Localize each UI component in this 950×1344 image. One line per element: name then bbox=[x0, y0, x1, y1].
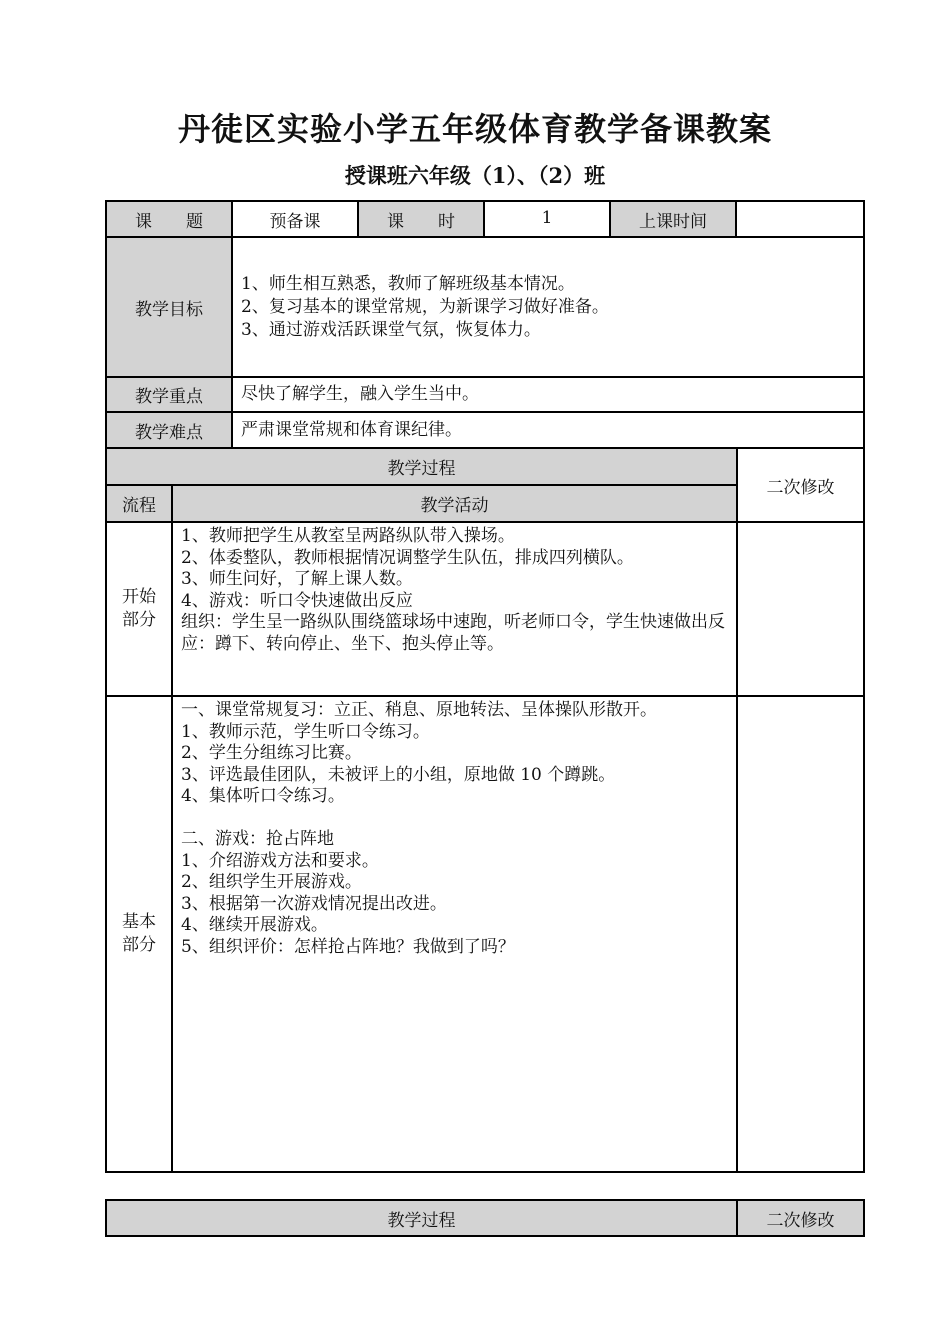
process-header: 教学过程 bbox=[106, 448, 737, 485]
objectives-label: 教学目标 bbox=[106, 237, 232, 377]
activity-line: 组织：学生呈一路纵队围绕篮球场中速跑，听老师口令，学生快速做出反应：蹲下、转向停止、坐下、抱头停止等。 bbox=[181, 612, 725, 654]
objective-item: 2、复习基本的课堂常规，为新课学习做好准备。 bbox=[241, 296, 609, 317]
process-header-continued: 教学过程 bbox=[106, 1200, 737, 1236]
key-point-label: 教学重点 bbox=[106, 377, 232, 412]
topic-label: 课 题 bbox=[106, 201, 232, 237]
revision-header: 二次修改 bbox=[737, 448, 864, 522]
section-revision-start bbox=[737, 522, 864, 696]
class-time-value bbox=[736, 201, 864, 237]
key-point-value: 尽快了解学生，融入学生当中。 bbox=[232, 377, 864, 412]
activity-line: 4、集体听口令练习。 bbox=[181, 786, 345, 806]
section-revision-basic bbox=[737, 696, 864, 1172]
activity-line: 2、组织学生开展游戏。 bbox=[181, 872, 362, 892]
flow-header: 流程 bbox=[106, 485, 172, 522]
activity-line: 2、学生分组练习比赛。 bbox=[181, 743, 362, 763]
activity-line: 2、体委整队，教师根据情况调整学生队伍，排成四列横队。 bbox=[181, 547, 634, 568]
topic-value: 预备课 bbox=[232, 201, 358, 237]
activity-line: 3、师生问好，了解上课人数。 bbox=[181, 569, 413, 589]
section-name-start: 开始 部分 bbox=[106, 522, 172, 696]
lesson-info-table bbox=[105, 200, 865, 449]
activity-line: 1、教师示范，学生听口令练习。 bbox=[181, 721, 430, 742]
revision-header-continued: 二次修改 bbox=[737, 1200, 864, 1236]
section-content-start bbox=[172, 522, 737, 696]
section-name-basic: 基本 部分 bbox=[106, 696, 172, 1172]
difficulty-label: 教学难点 bbox=[106, 412, 232, 448]
class-time-label: 上课时间 bbox=[610, 201, 736, 237]
period-value: 1 bbox=[484, 201, 610, 237]
page-title: 丹徒区实验小学五年级体育教学备课教案 bbox=[177, 110, 772, 148]
activity-line: 二、游戏：抢占阵地 bbox=[181, 829, 334, 849]
activity-header: 教学活动 bbox=[172, 485, 737, 522]
activity-line: 5、组织评价：怎样抢占阵地？我做到了吗？ bbox=[181, 936, 515, 957]
activity-line: 1、介绍游戏方法和要求。 bbox=[181, 850, 379, 871]
objective-item: 1、师生相互熟悉，教师了解班级基本情况。 bbox=[241, 273, 575, 294]
activity-line: 4、继续开展游戏。 bbox=[181, 915, 328, 935]
period-label: 课 时 bbox=[358, 201, 484, 237]
class-subtitle: 授课班六年级（1）、（2）班 bbox=[344, 163, 606, 188]
objectives-content bbox=[232, 237, 864, 377]
difficulty-value: 严肃课堂常规和体育课纪律。 bbox=[232, 412, 864, 448]
section-content-basic bbox=[172, 696, 737, 1172]
teaching-process-table bbox=[105, 447, 865, 1173]
activity-line: 4、游戏：听口令快速做出反应 bbox=[181, 590, 413, 611]
teaching-process-table-continued bbox=[105, 1199, 865, 1237]
activity-line: 3、根据第一次游戏情况提出改进。 bbox=[181, 893, 447, 914]
activity-line: 一、课堂常规复习：立正、稍息、原地转法、呈体操队形散开。 bbox=[181, 700, 657, 720]
objective-item: 3、通过游戏活跃课堂气氛，恢复体力。 bbox=[241, 319, 541, 340]
blank-line bbox=[181, 808, 728, 830]
activity-line: 3、评选最佳团队，未被评上的小组，原地做 10 个蹲跳。 bbox=[181, 764, 616, 785]
activity-line: 1、教师把学生从教室呈两路纵队带入操场。 bbox=[181, 526, 515, 546]
